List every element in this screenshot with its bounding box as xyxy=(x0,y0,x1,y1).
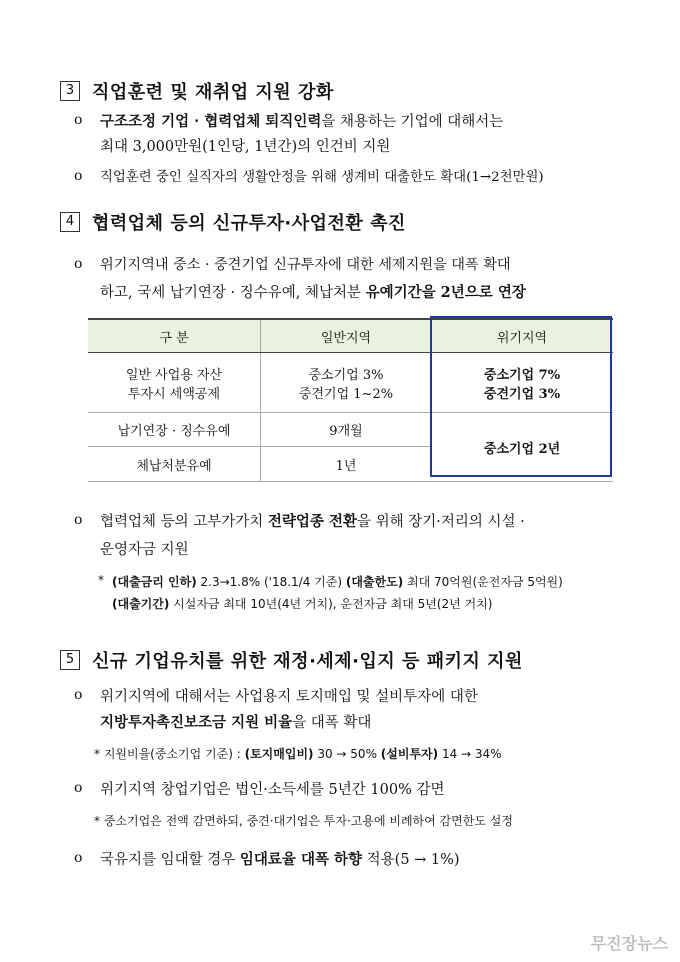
bullet-marker: o xyxy=(74,850,83,866)
s4-bullet1-line1: 위기지역내 중소 · 중견기업 신규투자에 대한 세제지원을 대폭 확대 xyxy=(100,257,511,273)
s4-bullet1-line2-text: 하고, 국세 납기연장 · 징수유예, 체납처분 xyxy=(100,285,366,301)
section-number-box: 5 xyxy=(60,650,80,670)
s5-note2: * 중소기업은 전액 감면하되, 중견·대기업은 투자·고용에 비례하여 감면한도 설정 xyxy=(94,814,513,828)
section-title: 협력업체 등의 신규투자·사업전환 촉진 xyxy=(92,213,406,234)
row-general: 9개월 xyxy=(261,413,432,447)
section-title: 직업훈련 및 재취업 지원 강화 xyxy=(92,82,334,103)
watermark-logo: 무진장뉴스 xyxy=(590,934,668,953)
s5-bullet1-line1: 위기지역에 대해서는 사업용지 토지매입 및 설비투자에 대한 xyxy=(100,689,478,705)
row-label: 체납처분유예 xyxy=(88,447,261,482)
note-star: * xyxy=(98,573,104,587)
section-4-heading xyxy=(60,209,406,235)
bullet-marker: o xyxy=(74,780,83,796)
row-general: 1년 xyxy=(261,447,432,482)
s5-bullet1-line2: 지방투자촉진보조금 지원 비율을 대폭 확대 xyxy=(100,714,372,731)
s3-bullet1-line1 xyxy=(100,110,503,131)
bullet-marker: o xyxy=(74,112,83,128)
s4-bullet1-line2 xyxy=(100,281,526,302)
row-crisis: 중소기업 7% 중견기업 3% xyxy=(431,353,613,413)
s3-bullet1-bold: 구조조정 기업 · 협력업체 퇴직인력 xyxy=(100,113,322,130)
s5-bullet2: 위기지역 창업기업은 법인·소득세를 5년간 100% 감면 xyxy=(100,782,445,798)
bullet-marker: o xyxy=(74,168,83,184)
row-label: 납기연장 · 징수유예 xyxy=(88,413,261,447)
row-crisis-merged: 중소기업 2년 xyxy=(431,413,613,482)
s5-note1: * 지원비율(중소기업 기준) : (토지매입비) 30 → 50% (설비투자) 14 → 34% xyxy=(94,747,502,761)
s4-bullet2-line2: 운영자금 지원 xyxy=(100,542,189,558)
section-number-box: 3 xyxy=(60,81,80,101)
s3-bullet2: 직업훈련 중인 실직자의 생활안정을 위해 생계비 대출한도 확대(1→2천만원) xyxy=(100,170,544,185)
section-title: 신규 기업유치를 위한 재정·세제·입지 등 패키지 지원 xyxy=(92,651,523,672)
s5-bullet3: 국유지를 임대할 경우 임대료율 대폭 하향 적용(5 → 1%) xyxy=(100,851,460,868)
header-category: 구 분 xyxy=(88,319,261,353)
s3-bullet1-rest: 을 채용하는 기업에 대해서는 xyxy=(321,114,504,130)
bullet-marker: o xyxy=(74,687,83,703)
header-crisis: 위기지역 xyxy=(431,319,613,353)
bullet-marker: o xyxy=(74,256,83,272)
bullet-marker: o xyxy=(74,512,83,528)
s3-bullet1-line2: 최대 3,000만원(1인당, 1년간)의 인건비 지원 xyxy=(100,139,391,155)
crisis-column-highlight xyxy=(430,316,612,477)
s4-bullet1-line2-bold: 유예기간을 2년으로 연장 xyxy=(365,284,526,301)
section-number-box: 4 xyxy=(60,212,80,232)
section-5-heading xyxy=(60,647,523,673)
section-3-heading xyxy=(60,78,334,104)
row-general: 중소기업 3% 중견기업 1~2% xyxy=(261,353,432,413)
row-label: 일반 사업용 자산 투자시 세액공제 xyxy=(88,353,261,413)
s4-note2: (대출기간) 시설자금 최대 10년(4년 거치), 운전자금 최대 5년(2년 거치) xyxy=(112,597,493,611)
s4-bullet2-line1: 협력업체 등의 고부가가치 전략업종 전환을 위해 장기·저리의 시설 · xyxy=(100,513,525,530)
s4-note1: (대출금리 인하) 2.3→1.8% ('18.1/4 기준) (대출한도) 최대 70억원(운전자금 5억원) xyxy=(112,575,563,589)
header-general: 일반지역 xyxy=(261,319,432,353)
